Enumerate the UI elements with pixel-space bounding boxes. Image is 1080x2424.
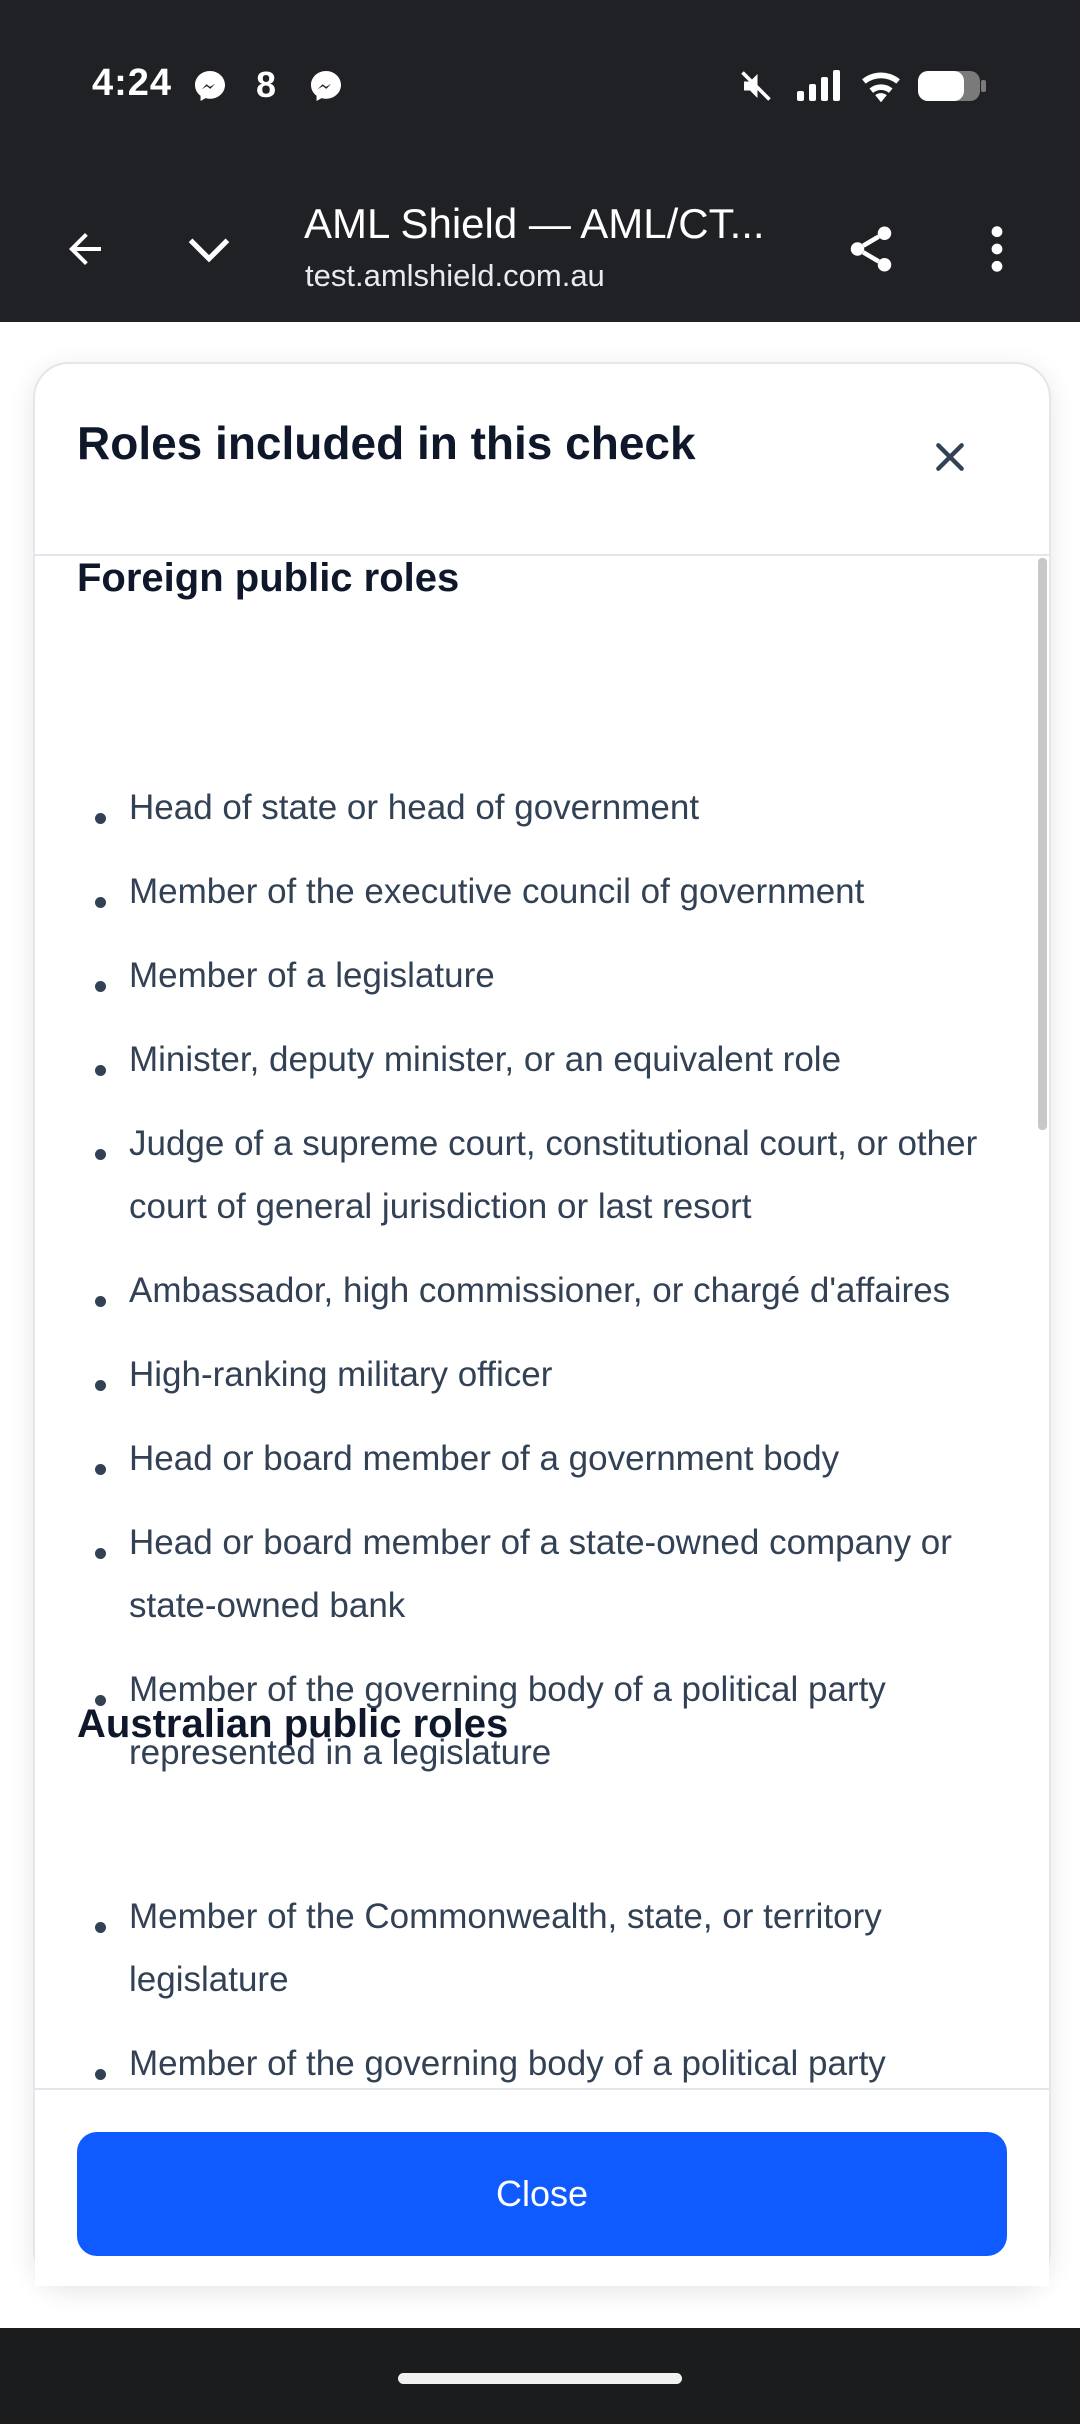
modal-close-button[interactable] [915, 424, 985, 494]
list-item: Member of the executive council of government [129, 872, 865, 911]
share-icon [844, 222, 898, 281]
section-title-foreign: Foreign public roles [77, 556, 460, 600]
share-button[interactable] [826, 206, 916, 296]
list-item: Head or board member of a state-owned company or state-owned bank [129, 1523, 952, 1625]
bullet [95, 1296, 106, 1307]
back-button[interactable] [40, 206, 130, 296]
list-item: Head of state or head of government [129, 788, 700, 827]
bullet [95, 1380, 106, 1391]
browser-chrome [0, 0, 1080, 322]
list-item: Ambassador, high commissioner, or chargé d'affaires [129, 1271, 951, 1310]
bullet [95, 2069, 106, 2080]
list-item: Head or board member of a government body [129, 1439, 840, 1478]
bullet [95, 897, 106, 908]
list-item: Minister, deputy minister, or an equivalent role [129, 1040, 842, 1079]
roles-modal [33, 362, 1051, 2286]
bullet [95, 813, 106, 824]
chevron-down-icon [183, 223, 235, 280]
browser-toolbar [0, 180, 1080, 322]
list-item: Member of a legislature [129, 956, 495, 995]
home-gesture-handle[interactable] [398, 2373, 682, 2384]
bullet [95, 1464, 106, 1475]
messenger-icon [306, 66, 346, 106]
back-arrow-icon [61, 225, 109, 278]
modal-footer [35, 2088, 1049, 2286]
page-content [0, 322, 1080, 2330]
tab-switcher-button[interactable] [164, 206, 254, 296]
list-item: High-ranking military officer [129, 1355, 553, 1394]
status-time: 4:24 [92, 62, 173, 104]
list-item: Member of the governing body of a political party [129, 2044, 886, 2083]
battery-icon [916, 66, 988, 106]
bullet [95, 1548, 106, 1559]
section-title-australian: Australian public roles [77, 1702, 509, 1746]
close-icon [930, 437, 970, 482]
signal-icon [794, 66, 844, 106]
modal-header [35, 364, 1049, 556]
mute-icon [736, 66, 776, 106]
list-item: Member of the Commonwealth, state, or territory legislature [129, 1897, 882, 1999]
more-vert-icon [977, 224, 1017, 279]
modal-title: Roles included in this check [77, 417, 696, 469]
status-bar [0, 0, 1080, 170]
bullet [95, 1922, 106, 1933]
bullet [95, 1149, 106, 1160]
list-item: Judge of a supreme court, constitutional court, or other court of general jurisdiction or last resort [129, 1124, 978, 1226]
bullet [95, 1065, 106, 1076]
wifi-icon [856, 66, 906, 106]
modal-body[interactable] [35, 556, 1049, 2086]
messenger-icon [190, 66, 230, 106]
notification-count: 8 [256, 64, 277, 105]
page-title[interactable]: AML Shield — AML/CT... [304, 200, 765, 247]
more-options-button[interactable] [952, 206, 1042, 296]
close-button[interactable]: Close [77, 2132, 1007, 2256]
page-url[interactable]: test.amlshield.com.au [305, 258, 605, 293]
navigation-bar [0, 2328, 1080, 2424]
bullet [95, 981, 106, 992]
modal-scrollbar[interactable] [1038, 558, 1047, 1130]
list-item: Member of the governing body of a political party represented in a legislature [129, 1670, 886, 1772]
